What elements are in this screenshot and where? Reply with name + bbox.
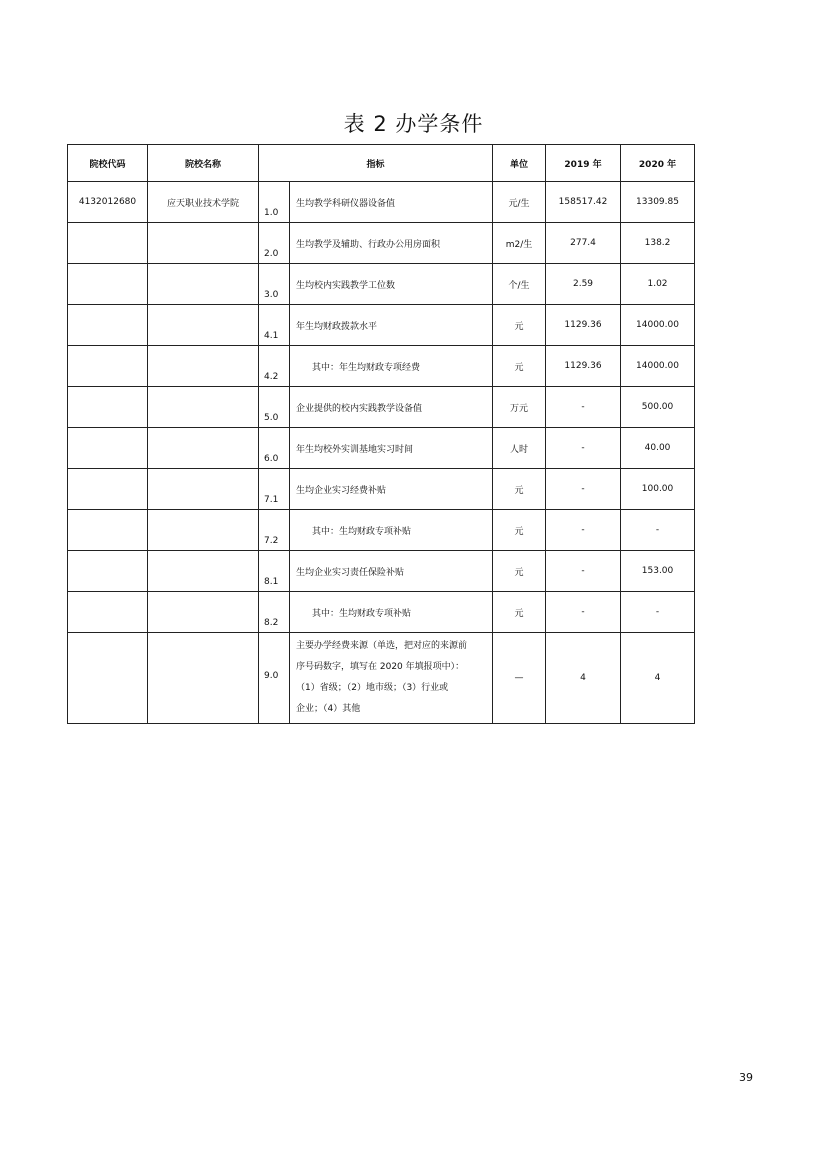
unit-cell: 元/生 xyxy=(493,182,546,223)
header-row xyxy=(68,145,695,182)
indicator-name: 其中：生均财政专项补贴 xyxy=(290,510,493,551)
value-2020: 138.2 xyxy=(621,223,695,264)
table-row xyxy=(68,469,695,510)
page-number: 39 xyxy=(739,1071,753,1084)
table-row xyxy=(68,428,695,469)
value-2019: 1129.36 xyxy=(546,305,621,346)
indicator-line: （1）省级；（2）地市级；（3）行业或 xyxy=(296,683,449,693)
indicator-line: 企业；（4）其他 xyxy=(296,704,361,714)
header-school-code: 院校代码 xyxy=(68,145,148,182)
table-row xyxy=(68,182,695,223)
unit-cell: 元 xyxy=(493,510,546,551)
value-2019: 277.4 xyxy=(546,223,621,264)
indicator-name: 生均校内实践教学工位数 xyxy=(290,264,493,305)
unit-cell: — xyxy=(493,633,546,724)
unit-cell: 万元 xyxy=(493,387,546,428)
value-2019: 4 xyxy=(546,633,621,724)
indicator-name: 生均企业实习经费补贴 xyxy=(290,469,493,510)
value-2019: - xyxy=(546,387,621,428)
unit-cell: m2/生 xyxy=(493,223,546,264)
table-row xyxy=(68,592,695,633)
value-2020: - xyxy=(621,592,695,633)
table-row xyxy=(68,264,695,305)
value-2020: - xyxy=(621,510,695,551)
school-code-cell: 4132012680 xyxy=(68,182,148,223)
unit-cell: 元 xyxy=(493,551,546,592)
school-code-cell xyxy=(68,592,148,633)
value-2020: 14000.00 xyxy=(621,346,695,387)
indicator-name xyxy=(290,633,493,724)
indicator-number: 8.2 xyxy=(259,592,290,633)
unit-cell: 元 xyxy=(493,469,546,510)
value-2020: 153.00 xyxy=(621,551,695,592)
school-name-cell xyxy=(148,305,259,346)
indicator-number: 3.0 xyxy=(259,264,290,305)
indicator-name: 生均教学科研仪器设备值 xyxy=(290,182,493,223)
school-name-cell xyxy=(148,551,259,592)
value-2020: 100.00 xyxy=(621,469,695,510)
school-name-cell xyxy=(148,633,259,724)
table-row xyxy=(68,346,695,387)
school-name-cell xyxy=(148,510,259,551)
unit-cell: 元 xyxy=(493,305,546,346)
school-code-cell xyxy=(68,346,148,387)
conditions-table xyxy=(67,144,695,724)
table-row xyxy=(68,551,695,592)
school-code-cell xyxy=(68,264,148,305)
value-2020: 500.00 xyxy=(621,387,695,428)
header-school-name: 院校名称 xyxy=(148,145,259,182)
school-code-cell xyxy=(68,633,148,724)
indicator-name: 年生均财政拨款水平 xyxy=(290,305,493,346)
table-row xyxy=(68,387,695,428)
school-name-cell xyxy=(148,264,259,305)
school-name-cell xyxy=(148,387,259,428)
school-code-cell xyxy=(68,510,148,551)
school-code-cell xyxy=(68,305,148,346)
school-code-cell xyxy=(68,551,148,592)
value-2019: 2.59 xyxy=(546,264,621,305)
value-2019: - xyxy=(546,551,621,592)
value-2019: - xyxy=(546,510,621,551)
table-row xyxy=(68,305,695,346)
indicator-number: 6.0 xyxy=(259,428,290,469)
indicator-number: 7.1 xyxy=(259,469,290,510)
value-2019: 1129.36 xyxy=(546,346,621,387)
table-title: 表 2 办学条件 xyxy=(343,112,484,136)
value-2020: 40.00 xyxy=(621,428,695,469)
value-2019: 158517.42 xyxy=(546,182,621,223)
indicator-name: 其中：年生均财政专项经费 xyxy=(290,346,493,387)
indicator-number: 4.1 xyxy=(259,305,290,346)
indicator-line: 序号码数字，填写在 2020 年填报项中）： xyxy=(296,662,465,672)
table-row xyxy=(68,633,695,724)
header-unit: 单位 xyxy=(493,145,546,182)
value-2020: 1.02 xyxy=(621,264,695,305)
header-2020: 2020 年 xyxy=(621,145,695,182)
school-code-cell xyxy=(68,428,148,469)
school-code-cell xyxy=(68,469,148,510)
value-2019: - xyxy=(546,592,621,633)
school-name-cell xyxy=(148,592,259,633)
header-indicator: 指标 xyxy=(259,145,493,182)
value-2019: - xyxy=(546,469,621,510)
school-code-cell xyxy=(68,223,148,264)
header-2019: 2019 年 xyxy=(546,145,621,182)
unit-cell: 人时 xyxy=(493,428,546,469)
indicator-number: 8.1 xyxy=(259,551,290,592)
school-name-cell xyxy=(148,346,259,387)
value-2020: 13309.85 xyxy=(621,182,695,223)
indicator-number: 9.0 xyxy=(259,633,290,724)
indicator-name: 企业提供的校内实践教学设备值 xyxy=(290,387,493,428)
indicator-name: 其中：生均财政专项补贴 xyxy=(290,592,493,633)
school-name-cell: 应天职业技术学院 xyxy=(148,182,259,223)
value-2020: 4 xyxy=(621,633,695,724)
indicator-number: 2.0 xyxy=(259,223,290,264)
indicator-name: 年生均校外实训基地实习时间 xyxy=(290,428,493,469)
unit-cell: 个/生 xyxy=(493,264,546,305)
unit-cell: 元 xyxy=(493,592,546,633)
indicator-name: 生均教学及辅助、行政办公用房面积 xyxy=(290,223,493,264)
indicator-number: 5.0 xyxy=(259,387,290,428)
table-row xyxy=(68,510,695,551)
indicator-name: 生均企业实习责任保险补贴 xyxy=(290,551,493,592)
value-2019: - xyxy=(546,428,621,469)
school-name-cell xyxy=(148,223,259,264)
school-code-cell xyxy=(68,387,148,428)
table-row xyxy=(68,223,695,264)
unit-cell: 元 xyxy=(493,346,546,387)
school-name-cell xyxy=(148,469,259,510)
indicator-line: 主要办学经费来源（单选，把对应的来源前 xyxy=(296,641,468,651)
indicator-number: 7.2 xyxy=(259,510,290,551)
value-2020: 14000.00 xyxy=(621,305,695,346)
indicator-number: 4.2 xyxy=(259,346,290,387)
indicator-number: 1.0 xyxy=(259,182,290,223)
school-name-cell xyxy=(148,428,259,469)
